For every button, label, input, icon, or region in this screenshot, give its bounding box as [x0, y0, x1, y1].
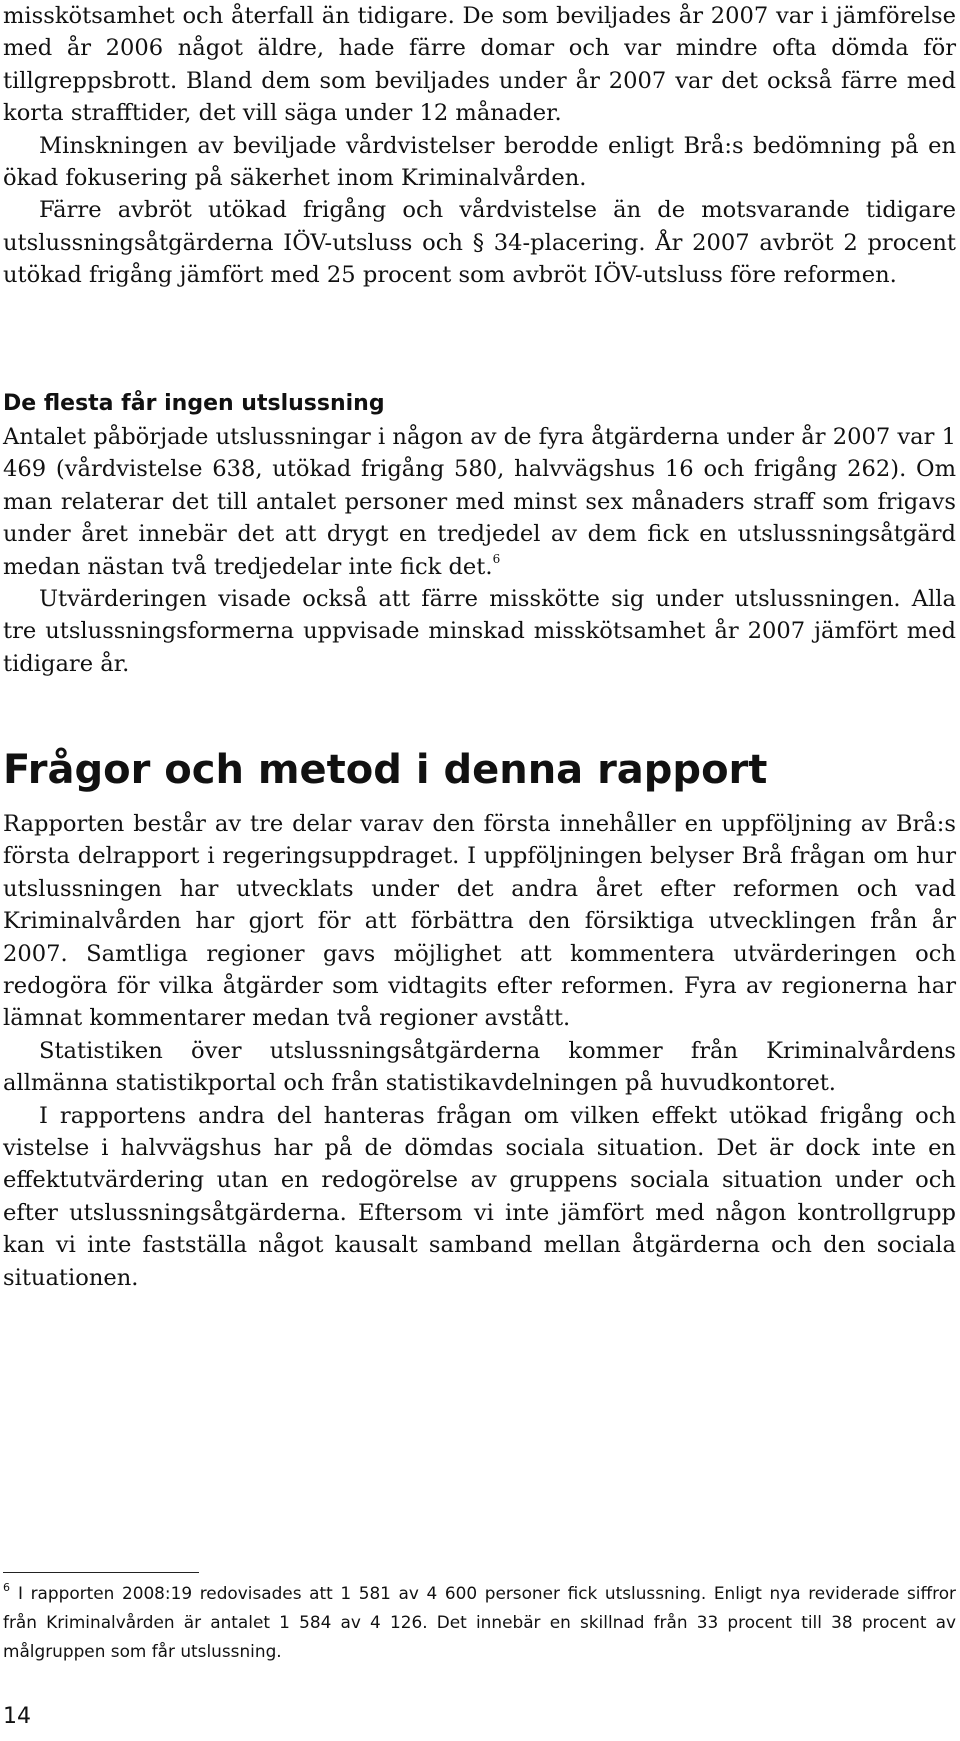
body-paragraph: I rapportens andra del hanteras frågan om vilken effekt utökad frigång och vistelse i halvvägshus har på de dömdas sociala situation. Det är dock inte en effektutvärdering utan en redogörelse av gruppens sociala situation under och efter utslussningsåtgärderna. Eftersom vi inte jämfört med någon kontrollgrupp kan vi inte fastställa något kausalt samband mellan åtgärderna och den sociala situationen. [3, 1102, 956, 1291]
section-text-block [3, 421, 956, 680]
page-number: 14 [3, 1704, 31, 1729]
main-text-block [3, 808, 956, 1294]
body-paragraph: Utvärderingen visade också att färre misskötte sig under utslussningen. Alla tre utslussningsformerna uppvisade minskad misskötsamhet år 2007 jämfört med tidigare år. [3, 586, 956, 677]
footnote-divider [3, 1572, 199, 1573]
paragraph-text: Antalet påbörjade utslussningar i någon av de fyra åtgärderna under år 2007 var 1 469 (vårdvistelse 638, utökad frigång 580, halvvägshus 16 och frigång 262). Om man relaterar det till antalet personer med minst sex månaders straff som frigavs under året innebär det att drygt en tredjedel av dem fick en utslussningsåtgärd medan nästan två tredjedelar inte fick det. [3, 424, 957, 580]
body-paragraph: misskötsamhet och återfall än tidigare. De som beviljades år 2007 var i jämförelse med år 2006 något äldre, hade färre domar och var mindre ofta dömda för tillgreppsbrott. Bland dem som beviljades under år 2007 var det också färre med korta strafftider, det vill säga under 12 månader. [3, 3, 956, 127]
body-paragraph [3, 421, 956, 583]
body-paragraph: Statistiken över utslussningsåtgärderna kommer från Kriminalvårdens allmänna statistikportal och från statistikavdelningen på huvudkontoret. [3, 1037, 956, 1097]
footnote-text: I rapporten 2008:19 redovisades att 1 581 av 4 600 personer fick utslussning. Enligt nya reviderade siffror från Kriminalvården är antalet 1 584 av 4 126. Det innebär en skillnad från 33 procent till 38 procent av målgruppen som får utslussning. [3, 1583, 956, 1661]
body-paragraph: Minskningen av beviljade vårdvistelser berodde enligt Brå:s bedömning på en ökad fokusering på säkerhet inom Kriminalvården. [3, 132, 956, 192]
footnote-reference: 6 [492, 551, 501, 566]
body-paragraph: Färre avbröt utökad frigång och vårdvistelse än de motsvarande tidigare utslussningsåtgärderna IÖV-utsluss och § 34-placering. År 2007 avbröt 2 procent utökad frigång jämfört med 25 procent som avbröt IÖV-utsluss före reformen. [3, 197, 956, 289]
section-heading: De flesta får ingen utslussning [3, 391, 385, 416]
top-text-block [3, 0, 956, 292]
footnote [3, 1579, 956, 1666]
page-heading: Frågor och metod i denna rapport [3, 747, 768, 793]
footnote-number: 6 [3, 1581, 10, 1594]
body-paragraph: Rapporten består av tre delar varav den första innehåller en uppföljning av Brå:s första delrapport i regeringsuppdraget. I uppföljningen belyser Brå frågan om hur utslussningen har utvecklats under det andra året efter reformen och vad Kriminalvården har gjort för att förbättra den försiktiga utvecklingen från år 2007. Samtliga regioner gavs möjlighet att kommentera utvärderingen och redogöra för vilka åtgärder som vidtagits efter reformen. Fyra av regionerna har lämnat kommentarer medan två regioner avstått. [3, 811, 956, 1032]
